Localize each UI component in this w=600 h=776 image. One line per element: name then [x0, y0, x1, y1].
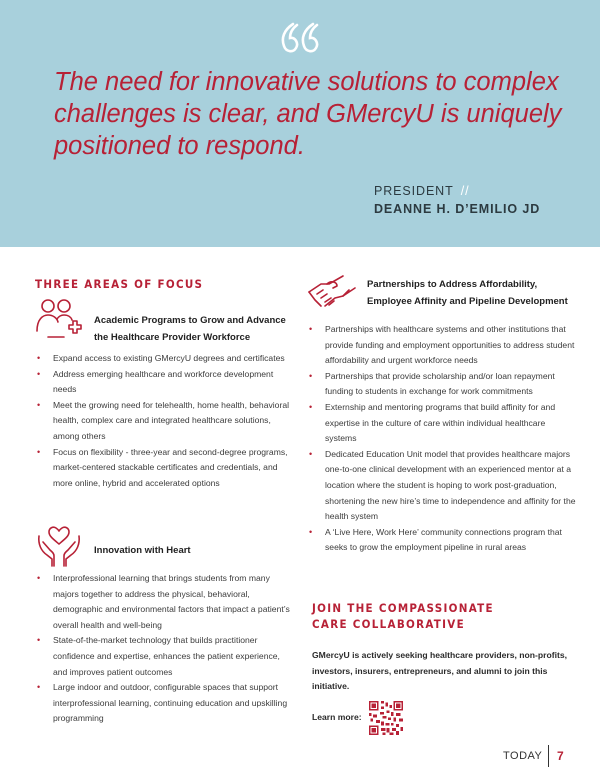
quote-attribution-role: PRESIDENT //: [374, 184, 470, 198]
list-item: • Dedicated Education Unit model that provides healthcare majors one-to-one clinical development with an experienced mentor at a location where the student is hoping to work post-graduation, shortening the new hire’s time to independence and affinity for the health system: [307, 447, 577, 525]
publication-name: TODAY: [503, 750, 543, 762]
academic-programs-heading: Academic Programs to Grow and Advance the Healthcare Provider Workforce: [94, 315, 286, 343]
pull-quote: The need for innovative solutions to complex challenges is clear, and GMercyU is uniquely positioned to respond.: [54, 68, 562, 160]
qr-code-icon[interactable]: [369, 701, 403, 735]
list-item: • Partnerships that provide scholarship and/or loan repayment funding to students in exchange for work commitments: [307, 369, 577, 400]
list-item: • Partnerships with healthcare systems and other institutions that provide funding and employment opportunities to address student affordability and urgent workforce needs: [307, 322, 577, 369]
join-description: GMercyU is actively seeking healthcare providers, non-profits, investors, insurers, entrepreneurs, and alumni to join this initiative.: [312, 650, 568, 692]
learn-more-label: Learn more:: [312, 712, 362, 722]
list-item: • Address emerging healthcare and workforce development needs: [35, 367, 290, 398]
list-item: • Externship and mentoring programs that build affinity for and expertise in the culture of care within individual healthcare systems: [307, 400, 577, 447]
list-item: • A ‘Live Here, Work Here’ community connections program that seeks to grow the employment pipeline in rural areas: [307, 525, 577, 556]
list-item: • State-of-the-market technology that builds practitioner confidence and expertise, enhances the patient experience, and improves patient outcomes: [35, 633, 290, 680]
quote-banner: [0, 0, 600, 247]
academic-programs-list: [35, 351, 290, 491]
footer-divider: [548, 745, 549, 767]
list-item: • Expand access to existing GMercyU degrees and certificates: [35, 351, 290, 367]
list-item: • Large indoor and outdoor, configurable spaces that support interprofessional learning, continuing education and upskilling programming: [35, 680, 290, 727]
partnerships-list: [307, 322, 577, 556]
list-item: • Meet the growing need for telehealth, home health, behavioral health, complex care and integrated healthcare solutions, among others: [35, 398, 290, 445]
attribution-separator: //: [460, 184, 470, 198]
join-collaborative-title: JOIN THE COMPASSIONATE CARE COLLABORATIVE: [312, 601, 494, 631]
innovation-list: [35, 571, 290, 727]
quote-attribution-name: DEANNE H. D’EMILIO JD: [374, 202, 541, 216]
three-areas-title: THREE AREAS OF FOCUS: [35, 277, 204, 291]
list-item: • Focus on flexibility - three-year and second-degree programs, market-centered stackable certificates and credentials, and more online, hybrid and accelerated options: [35, 445, 290, 492]
page-number: 7: [557, 749, 564, 763]
hands-heart-icon: [35, 524, 83, 568]
partnerships-heading: Partnerships to Address Affordability, Employee Affinity and Pipeline Development: [367, 279, 568, 307]
quote-open-icon: [279, 20, 323, 60]
handshake-icon: [307, 270, 357, 312]
people-plus-icon: [35, 297, 87, 343]
innovation-heading: Innovation with Heart: [94, 545, 191, 556]
list-item: • Interprofessional learning that brings students from many majors together to address the physical, behavioral, demographic and environmental factors that impact a patient’s overall health and well-being: [35, 571, 290, 633]
